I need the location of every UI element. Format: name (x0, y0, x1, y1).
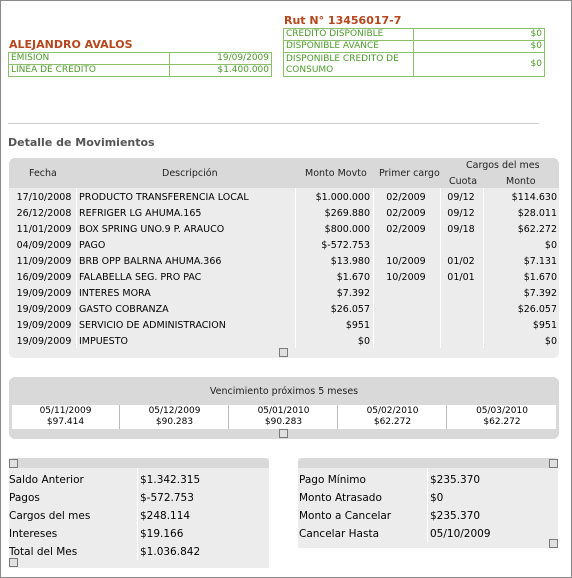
resize-handle[interactable] (9, 459, 18, 468)
movements-title: Detalle de Movimientos (8, 136, 155, 149)
due-item (448, 405, 556, 429)
row-description: REFRIGER LG AHUMA.165 (79, 208, 202, 219)
summary-label: Pagos (9, 492, 40, 504)
payment-value: $235.370 (430, 474, 481, 486)
movements-table (9, 158, 559, 358)
row-installment: 09/18 (447, 224, 475, 235)
available-credit-box (283, 28, 545, 77)
credit-line-row (9, 65, 272, 77)
row-amount: $26.057 (330, 304, 370, 315)
row-first-charge: 10/2009 (386, 272, 426, 283)
customer-name: ALEJANDRO AVALOS (9, 38, 133, 51)
row-amount: $269.880 (324, 208, 370, 219)
balance-summary-panel (9, 458, 269, 568)
row-description: BOX SPRING UNO.9 P. ARAUCO (79, 224, 225, 235)
row-description: IMPUESTO (79, 336, 128, 347)
available-consumer-credit-label: DISPONIBLE CREDITO DE CONSUMO (284, 53, 414, 77)
row-date: 11/09/2009 (16, 256, 72, 267)
row-first-charge: 10/2009 (386, 256, 426, 267)
movements-table-header (9, 158, 559, 188)
issue-info-box (8, 52, 272, 77)
row-month-charge: $114.630 (511, 192, 557, 203)
row-description: PRODUCTO TRANSFERENCIA LOCAL (79, 192, 249, 203)
column-divider (137, 468, 138, 560)
due-item (12, 405, 120, 429)
row-amount: $951 (345, 320, 370, 331)
upcoming-due-row (12, 405, 556, 429)
due-item (121, 405, 229, 429)
issue-date-label: EMISION (9, 53, 170, 65)
row-month-charge: $0 (544, 240, 557, 251)
table-row (9, 190, 559, 206)
column-header-descripcion: Descripción (162, 168, 218, 179)
summary-label: Cargos del mes (9, 510, 91, 522)
summary-label: Saldo Anterior (9, 474, 84, 486)
divider (8, 123, 539, 124)
due-amount: $62.272 (373, 417, 412, 427)
resize-handle[interactable] (549, 459, 558, 468)
payment-label: Cancelar Hasta (299, 528, 380, 540)
payment-summary-panel (298, 458, 558, 548)
row-date: 16/09/2009 (16, 272, 72, 283)
row-date: 04/09/2009 (16, 240, 72, 251)
row-description: SERVICIO DE ADMINISTRACION (79, 320, 226, 331)
summary-label: Intereses (9, 528, 58, 540)
row-description: BRB OPP BALRNA AHUMA.366 (79, 256, 222, 267)
upcoming-due-title: Vencimiento próximos 5 meses (209, 386, 359, 397)
row-amount: $0 (357, 336, 370, 347)
due-date: 05/11/2009 (39, 406, 92, 416)
row-amount: $1.000.000 (315, 192, 370, 203)
rut-label: Rut N° 13456017-7 (284, 14, 402, 27)
row-installment: 09/12 (447, 192, 475, 203)
due-amount: $90.283 (155, 417, 194, 427)
table-row (9, 286, 559, 302)
available-consumer-credit-value: $0 (414, 53, 545, 77)
column-divider (427, 468, 428, 542)
resize-handle[interactable] (279, 429, 288, 438)
row-month-charge: $26.057 (517, 304, 557, 315)
available-advance-value: $0 (414, 41, 545, 53)
available-credit-value: $0 (414, 29, 545, 41)
column-header-fecha: Fecha (29, 168, 57, 179)
available-advance-label: DISPONIBLE AVANCE (284, 41, 414, 53)
row-installment: 01/02 (447, 256, 475, 267)
upcoming-due-panel (9, 377, 559, 439)
credit-line-label: LINEA DE CREDITO (9, 65, 170, 77)
table-row (9, 222, 559, 238)
row-month-charge: $62.272 (517, 224, 557, 235)
column-header-primer-cargo: Primer cargo (379, 168, 440, 179)
table-row (9, 318, 559, 334)
credit-line-value: $1.400.000 (170, 65, 272, 77)
due-date: 05/12/2009 (148, 406, 201, 416)
resize-handle[interactable] (9, 558, 18, 567)
due-item (230, 405, 338, 429)
row-description: PAGO (79, 240, 106, 251)
due-amount: $97.414 (46, 417, 85, 427)
summary-value: $248.114 (140, 510, 191, 522)
table-row (9, 238, 559, 254)
summary-label: Total del Mes (9, 546, 78, 558)
table-row (9, 302, 559, 318)
summary-value: $1.342.315 (140, 474, 201, 486)
due-date: 05/01/2010 (257, 406, 310, 416)
row-description: FALABELLA SEG. PRO PAC (79, 272, 202, 283)
row-date: 26/12/2008 (16, 208, 72, 219)
row-date: 19/09/2009 (16, 288, 72, 299)
available-consumer-credit-row (284, 53, 545, 77)
row-date: 17/10/2008 (16, 192, 72, 203)
due-amount: $62.272 (483, 417, 521, 427)
row-first-charge: 02/2009 (386, 224, 426, 235)
column-header-monto-movto: Monto Movto (305, 168, 367, 179)
payment-label: Pago Mínimo (299, 474, 366, 486)
row-first-charge: 02/2009 (386, 192, 426, 203)
summary-value: $-572.753 (140, 492, 194, 504)
row-amount: $-572.753 (321, 240, 370, 251)
row-amount: $800.000 (324, 224, 370, 235)
row-date: 11/01/2009 (16, 224, 72, 235)
table-row (9, 254, 559, 270)
table-row (9, 206, 559, 222)
issue-date-value: 19/09/2009 (170, 53, 272, 65)
row-description: INTERES MORA (79, 288, 151, 299)
panel-header (9, 458, 269, 468)
due-date: 05/03/2010 (476, 406, 528, 416)
available-credit-row (284, 29, 545, 41)
summary-value: $19.166 (140, 528, 184, 540)
payment-value: $0 (430, 492, 444, 504)
column-header-cuota: Cuota (449, 176, 478, 187)
row-date: 19/09/2009 (16, 304, 72, 315)
row-description: GASTO COBRANZA (79, 304, 169, 315)
column-header-cargos-mes: Cargos del mes (466, 160, 540, 171)
row-first-charge: 02/2009 (386, 208, 426, 219)
resize-handle[interactable] (549, 539, 558, 548)
row-amount: $13.980 (330, 256, 370, 267)
available-advance-row (284, 41, 545, 53)
payment-value: $235.370 (430, 510, 481, 522)
row-installment: 01/01 (447, 272, 475, 283)
row-month-charge: $951 (532, 320, 557, 331)
row-month-charge: $0 (544, 336, 557, 347)
table-row (9, 270, 559, 286)
row-month-charge: $7.392 (523, 288, 557, 299)
row-amount: $1.670 (336, 272, 370, 283)
resize-handle[interactable] (279, 348, 288, 357)
available-credit-label: CREDITO DISPONIBLE (284, 29, 414, 41)
payment-value: 05/10/2009 (430, 528, 491, 540)
row-amount: $7.392 (336, 288, 370, 299)
row-date: 19/09/2009 (16, 336, 72, 347)
issue-date-row (9, 53, 272, 65)
due-date: 05/02/2010 (366, 406, 419, 416)
payment-label: Monto a Cancelar (299, 510, 392, 522)
row-month-charge: $28.011 (517, 208, 557, 219)
due-item (339, 405, 447, 429)
panel-header (298, 458, 558, 468)
column-header-monto: Monto (506, 176, 536, 187)
payment-label: Monto Atrasado (299, 492, 382, 504)
row-month-charge: $1.670 (523, 272, 557, 283)
due-amount: $90.283 (264, 417, 303, 427)
row-installment: 09/12 (447, 208, 475, 219)
row-month-charge: $7.131 (523, 256, 557, 267)
row-date: 19/09/2009 (16, 320, 72, 331)
summary-value: $1.036.842 (140, 546, 201, 558)
